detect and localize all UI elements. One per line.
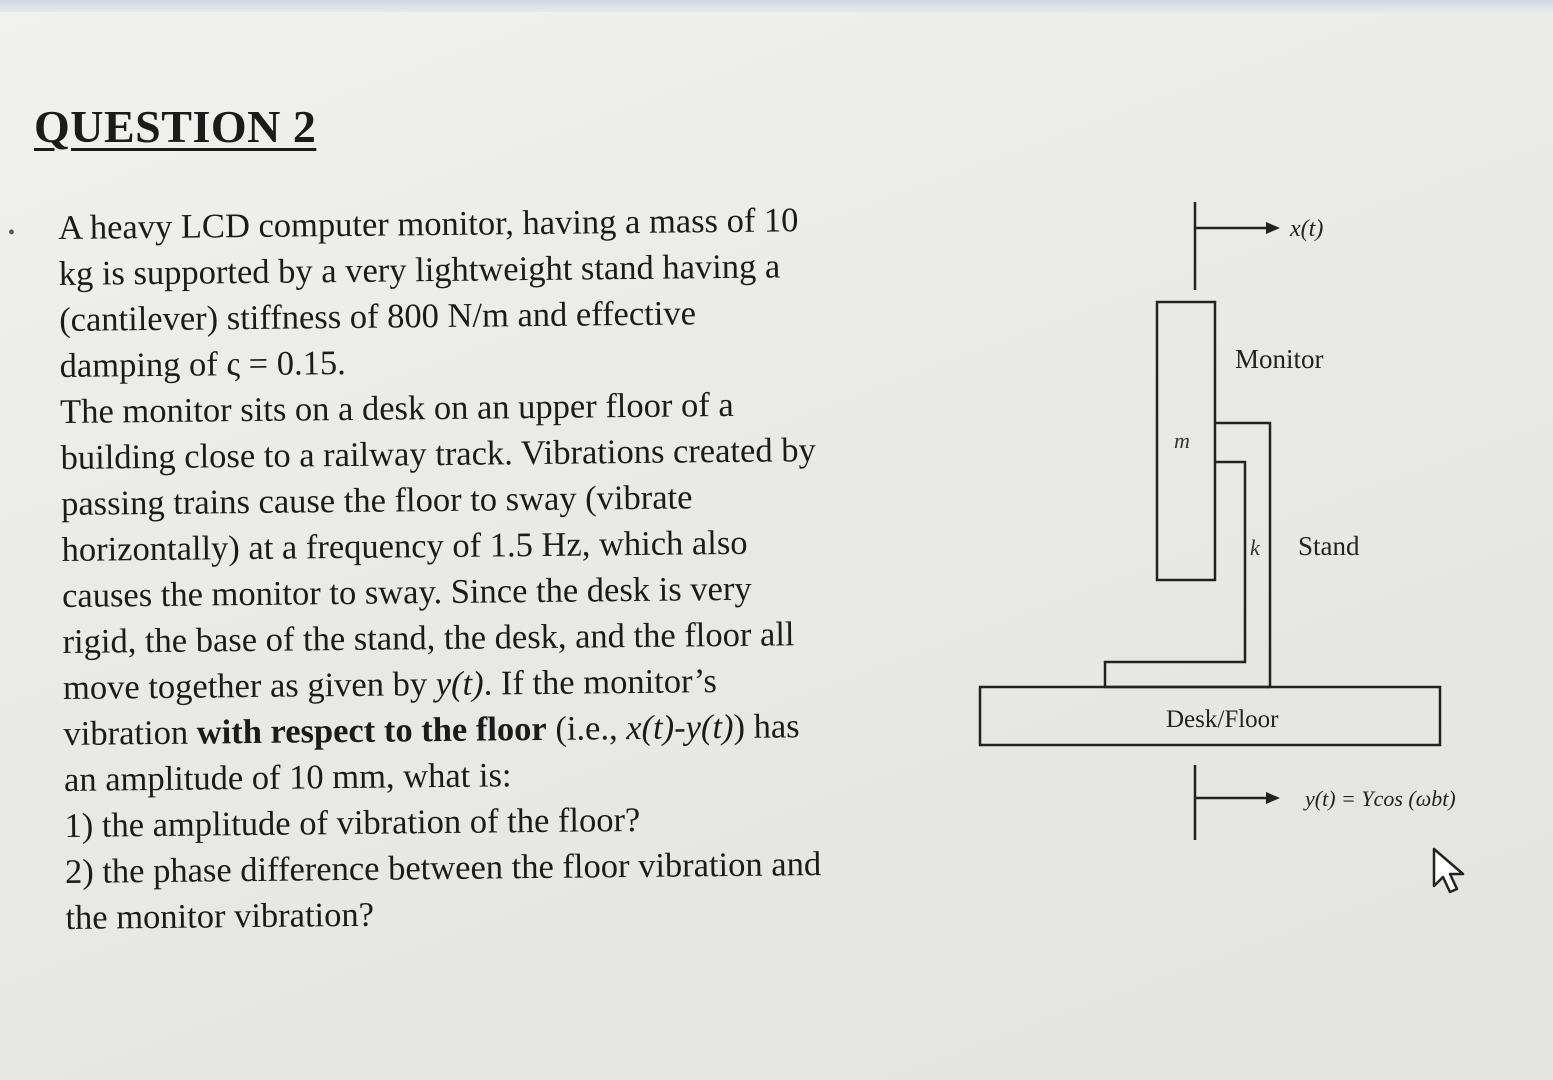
question-item-2: 2) the phase difference between the floor vibration and xyxy=(64,845,822,891)
problem-line-11-a: move together as given by xyxy=(62,665,436,707)
problem-line-13: an amplitude of 10 mm, what is: xyxy=(63,756,512,799)
stand-outline xyxy=(1105,423,1270,687)
problem-line-4: damping of ς = 0.15. xyxy=(59,343,346,385)
problem-line-1: A heavy LCD computer monitor, having a mass of 10 xyxy=(58,201,799,247)
problem-line-5: The monitor sits on a desk on an upper floor of a xyxy=(59,385,734,431)
problem-line-12-c: (i.e., xyxy=(546,709,627,748)
problem-line-11-c: . If the monitor’s xyxy=(483,662,717,703)
floor-motion-label: y(t) = Ycos (ωbt) xyxy=(1305,786,1456,811)
mouse-pointer-icon xyxy=(1430,846,1470,896)
problem-line-7: passing trains cause the floor to sway (vibrate xyxy=(60,478,693,523)
question-title: QUESTION 2 xyxy=(34,101,317,152)
problem-line-10: rigid, the base of the stand, the desk, and the floor all xyxy=(62,615,795,661)
problem-line-12-a: vibration xyxy=(63,713,197,753)
relative-motion-symbol: x(t)-y(t) xyxy=(626,707,734,748)
mass-label: m xyxy=(1174,428,1190,453)
x-displacement-label: x(t) xyxy=(1290,216,1324,242)
problem-line-12-e: ) has xyxy=(733,707,800,746)
problem-text xyxy=(58,196,966,941)
problem-line-9: causes the monitor to sway. Since the desk is very xyxy=(61,569,752,615)
monitor-label: Monitor xyxy=(1235,344,1324,374)
question-item-2-cont: the monitor vibration? xyxy=(65,895,375,937)
problem-line-3: (cantilever) stiffness of 800 N/m and effective xyxy=(59,294,697,339)
emphasis-relative-floor: with respect to the floor xyxy=(196,709,547,752)
stiffness-label: k xyxy=(1250,535,1260,560)
x-arrow-head xyxy=(1266,222,1280,234)
bullet-marker: • xyxy=(8,222,16,244)
stand-label: Stand xyxy=(1298,531,1360,561)
desk-floor-label: Desk/Floor xyxy=(1166,706,1279,733)
monitor-stand-diagram xyxy=(970,190,1530,860)
problem-line-8: horizontally) at a frequency of 1.5 Hz, which also xyxy=(61,523,748,569)
floor-motion-symbol: y(t) xyxy=(435,664,484,704)
problem-line-2: kg is supported by a very lightweight stand having a xyxy=(58,247,781,293)
y-arrow-head xyxy=(1266,792,1280,804)
problem-line-6: building close to a railway track. Vibrations created by xyxy=(60,431,816,477)
question-item-1: 1) the amplitude of vibration of the floor? xyxy=(64,800,641,845)
top-strip xyxy=(0,0,1553,12)
